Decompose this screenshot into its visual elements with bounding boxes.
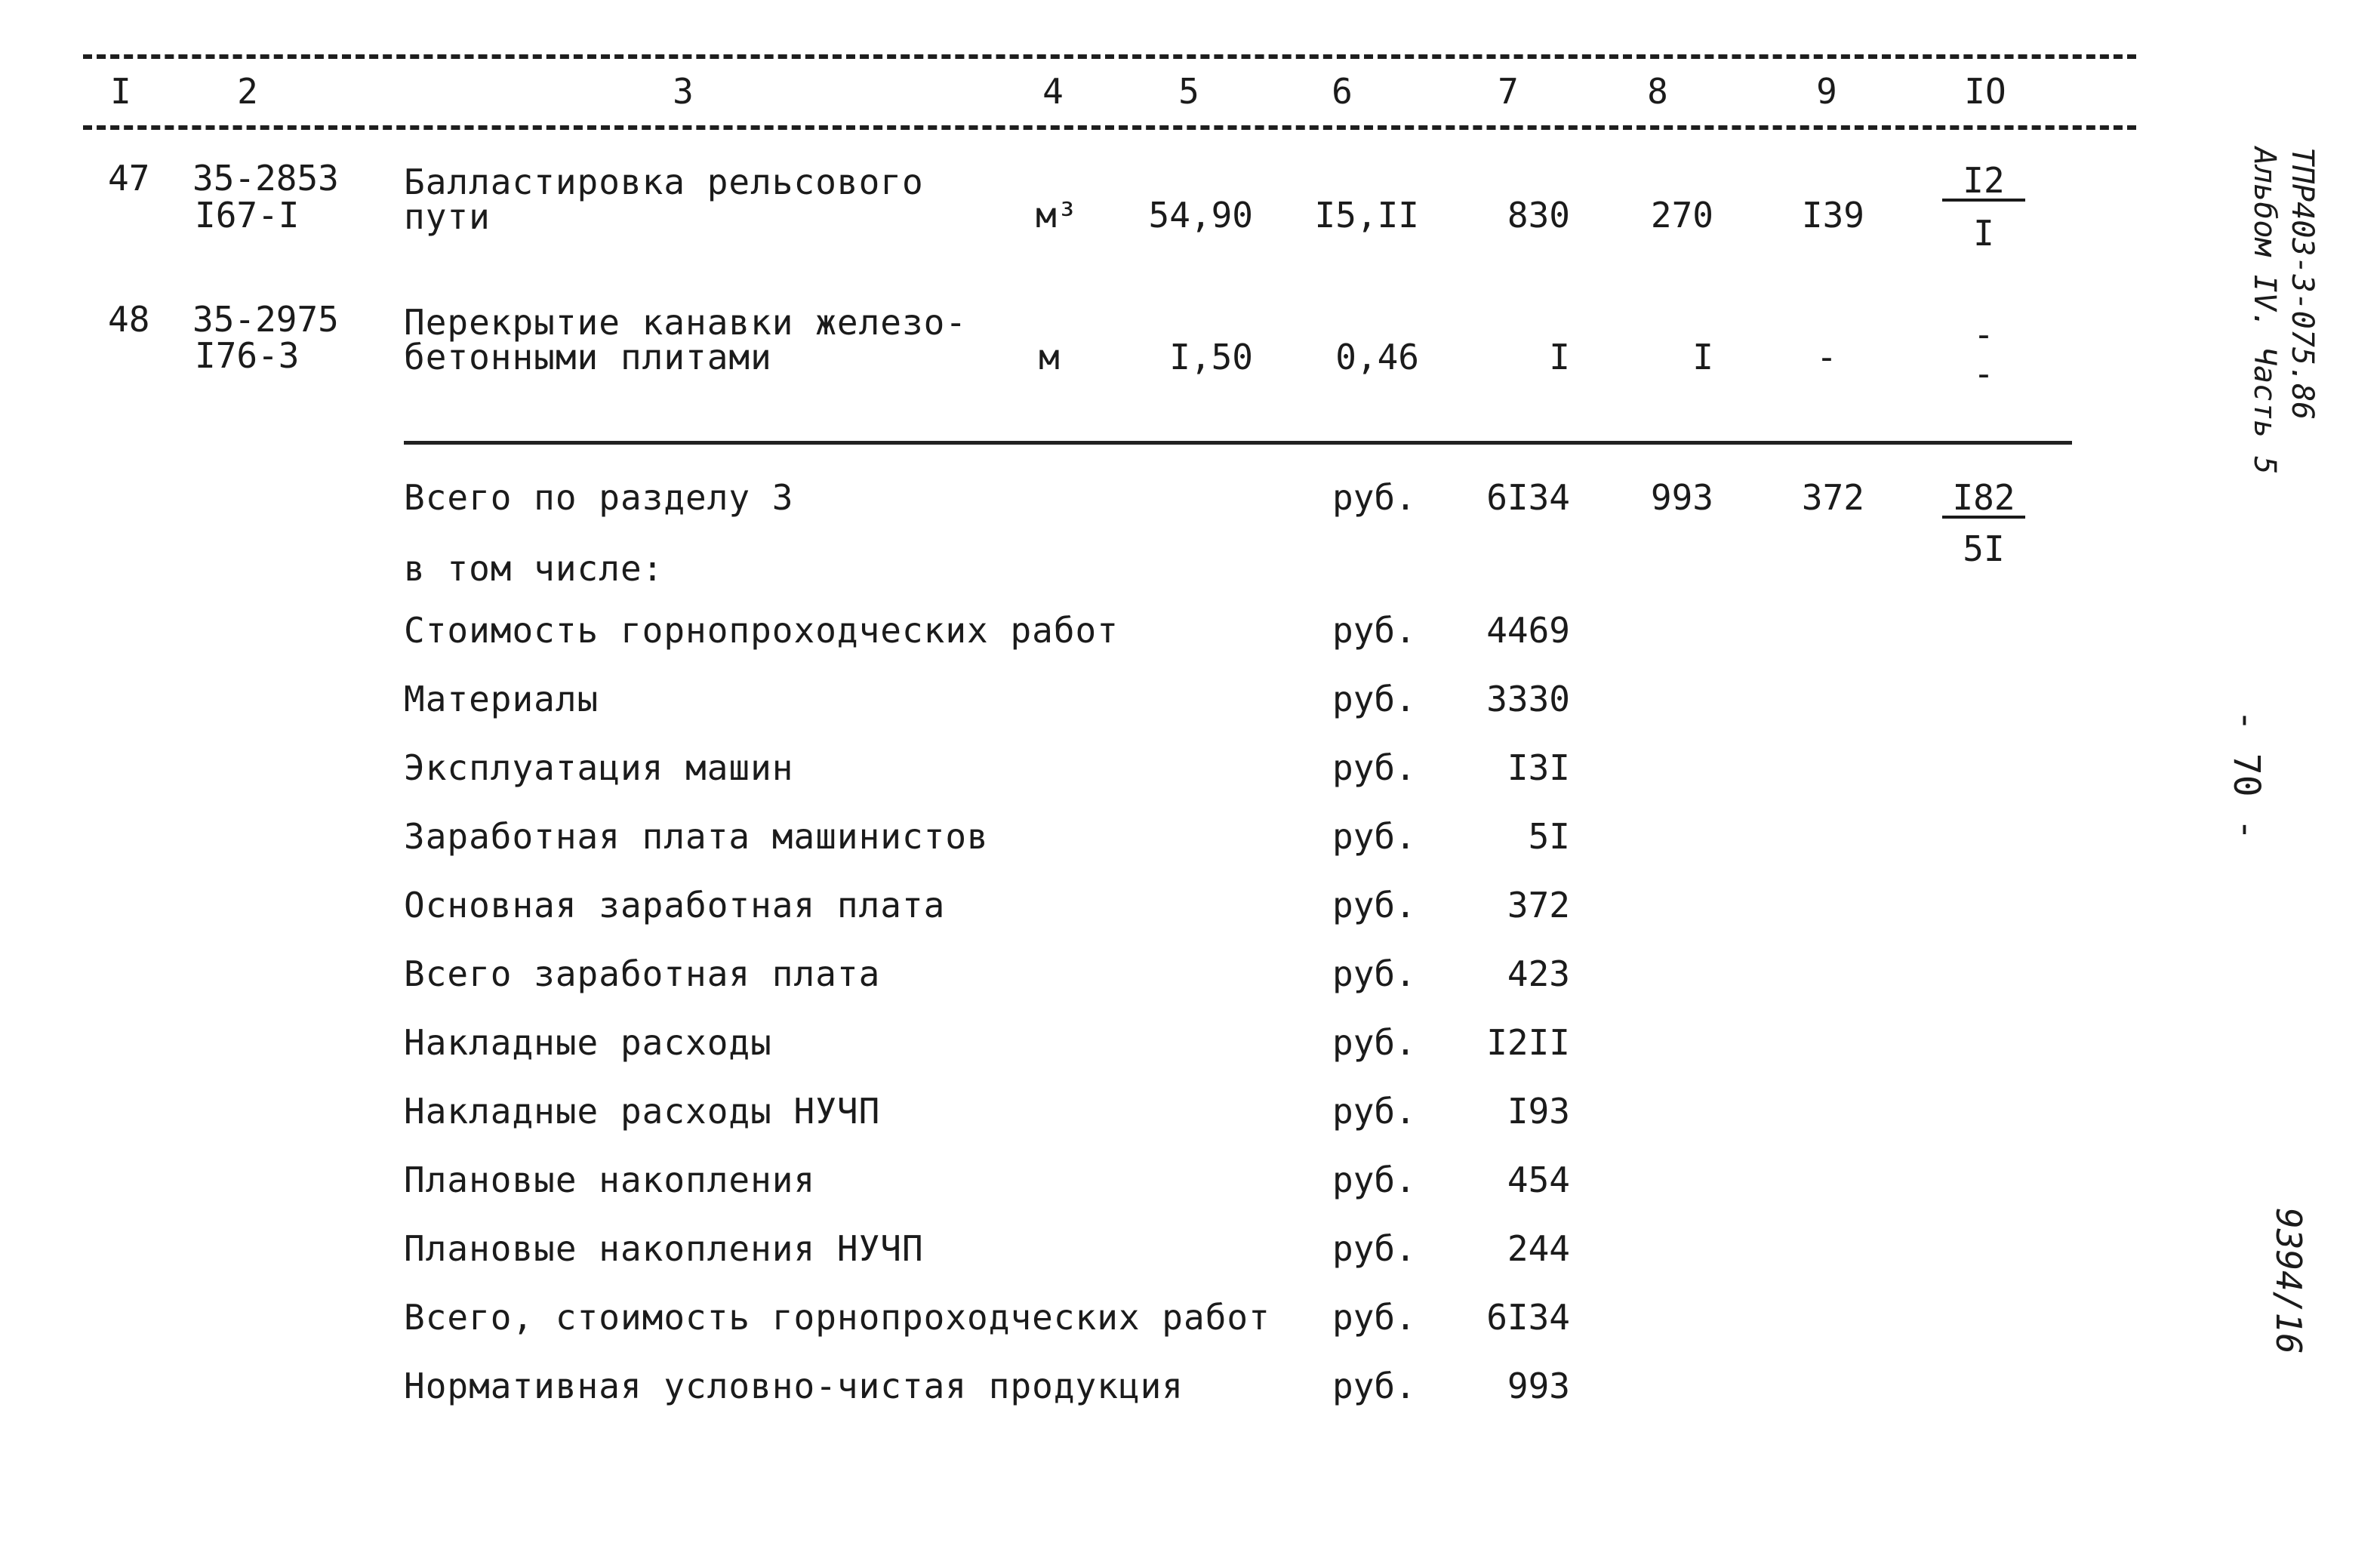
unit: м³ xyxy=(1036,195,1078,236)
nuchp: 270 xyxy=(1650,195,1713,236)
breakdown-label: Плановые накопления НУЧП xyxy=(404,1228,924,1269)
rate-code: 35-2975 xyxy=(192,299,339,340)
unit: м xyxy=(1039,337,1060,377)
total-label: Всего по разделу 3 xyxy=(404,477,794,518)
breakdown-unit: руб. xyxy=(1332,1160,1416,1200)
work-name-cont: пути xyxy=(404,196,491,237)
breakdown-unit: руб. xyxy=(1332,610,1416,651)
unit-price: 0,46 xyxy=(1335,337,1419,377)
work-name: Перекрытие канавки железо- xyxy=(404,302,968,343)
machinery-bottom: - xyxy=(1973,353,1994,394)
column-header-1: I xyxy=(110,71,131,112)
breakdown-unit: руб. xyxy=(1332,1091,1416,1132)
breakdown-unit: руб. xyxy=(1332,1366,1416,1406)
quantity: I,50 xyxy=(1169,337,1253,377)
machinery-top: I2 xyxy=(1942,163,2025,202)
nuchp: I xyxy=(1692,337,1713,377)
breakdown-label: Накладные расходы xyxy=(404,1022,772,1063)
breakdown-label: Накладные расходы НУЧП xyxy=(404,1091,881,1132)
work-name: Балластировка рельсового xyxy=(404,162,924,202)
work-name-cont: бетонными плитами xyxy=(404,337,772,377)
total-machinery-top: I82 xyxy=(1942,480,2025,519)
row-number: 48 xyxy=(108,299,150,340)
breakdown-value: 5I xyxy=(1528,816,1570,857)
breakdown-label: Плановые накопления xyxy=(404,1160,816,1200)
breakdown-value: 244 xyxy=(1507,1228,1570,1269)
machinery-bottom: I xyxy=(1973,213,1994,254)
total-cost: 830 xyxy=(1507,195,1570,236)
header-top-rule xyxy=(83,54,2136,59)
total-wages: 372 xyxy=(1801,477,1864,518)
quantity: 54,90 xyxy=(1148,195,1253,236)
doc-code: ТПР403-3-075.86 xyxy=(2285,147,2320,420)
breakdown-unit: руб. xyxy=(1332,1022,1416,1063)
total-divider xyxy=(404,441,2072,445)
total-cost: I xyxy=(1549,337,1570,377)
wages: I39 xyxy=(1801,195,1864,236)
column-header-9: 9 xyxy=(1816,71,1837,112)
column-header-3: 3 xyxy=(673,71,694,112)
rate-code: 35-2853 xyxy=(192,158,339,199)
breakdown-unit: руб. xyxy=(1332,679,1416,719)
breakdown-label: Всего, стоимость горнопроходческих работ xyxy=(404,1297,1270,1338)
breakdown-unit: руб. xyxy=(1332,816,1416,857)
including-label: в том числе: xyxy=(404,548,664,589)
column-header-4: 4 xyxy=(1042,71,1064,112)
breakdown-value: 3330 xyxy=(1486,679,1570,719)
breakdown-value: 423 xyxy=(1507,953,1570,994)
breakdown-label: Материалы xyxy=(404,679,599,719)
column-header-8: 8 xyxy=(1647,71,1668,112)
breakdown-label: Нормативная условно-чистая продукция xyxy=(404,1366,1184,1406)
breakdown-value: 993 xyxy=(1507,1366,1570,1406)
breakdown-unit: руб. xyxy=(1332,1297,1416,1338)
total-cost: 6I34 xyxy=(1486,477,1570,518)
total-machinery-bottom: 5I xyxy=(1963,528,2005,569)
album-label: Альбом IV. Часть 5 xyxy=(2247,147,2282,475)
unit-price: I5,II xyxy=(1314,195,1419,236)
breakdown-label: Всего заработная плата xyxy=(404,953,881,994)
breakdown-value: 454 xyxy=(1507,1160,1570,1200)
column-header-6: 6 xyxy=(1332,71,1353,112)
breakdown-unit: руб. xyxy=(1332,747,1416,788)
row-number: 47 xyxy=(108,158,150,199)
header-bottom-rule xyxy=(83,125,2136,130)
total-unit: руб. xyxy=(1332,477,1416,518)
breakdown-unit: руб. xyxy=(1332,885,1416,925)
breakdown-unit: руб. xyxy=(1332,1228,1416,1269)
breakdown-value: I2II xyxy=(1486,1022,1570,1063)
breakdown-label: Основная заработная плата xyxy=(404,885,946,925)
page-number: - 70 - xyxy=(2225,710,2268,841)
machinery-top: - xyxy=(1973,314,1994,355)
breakdown-label: Эксплуатация машин xyxy=(404,747,794,788)
inventory-number: 9394/16 xyxy=(2268,1208,2309,1354)
breakdown-unit: руб. xyxy=(1332,953,1416,994)
wages: - xyxy=(1816,337,1837,377)
total-nuchp: 993 xyxy=(1650,477,1713,518)
column-header-2: 2 xyxy=(237,71,258,112)
breakdown-value: 6I34 xyxy=(1486,1297,1570,1338)
breakdown-label: Стоимость горнопроходческих работ xyxy=(404,610,1119,651)
breakdown-value: 372 xyxy=(1507,885,1570,925)
breakdown-value: 4469 xyxy=(1486,610,1570,651)
breakdown-value: I93 xyxy=(1507,1091,1570,1132)
column-header-7: 7 xyxy=(1498,71,1519,112)
column-header-5: 5 xyxy=(1178,71,1199,112)
breakdown-value: I3I xyxy=(1507,747,1570,788)
breakdown-label: Заработная плата машинистов xyxy=(404,816,989,857)
rate-code-sub: I67-I xyxy=(195,195,300,236)
rate-code-sub: I76-3 xyxy=(195,335,300,376)
column-header-10: IO xyxy=(1964,71,2006,112)
